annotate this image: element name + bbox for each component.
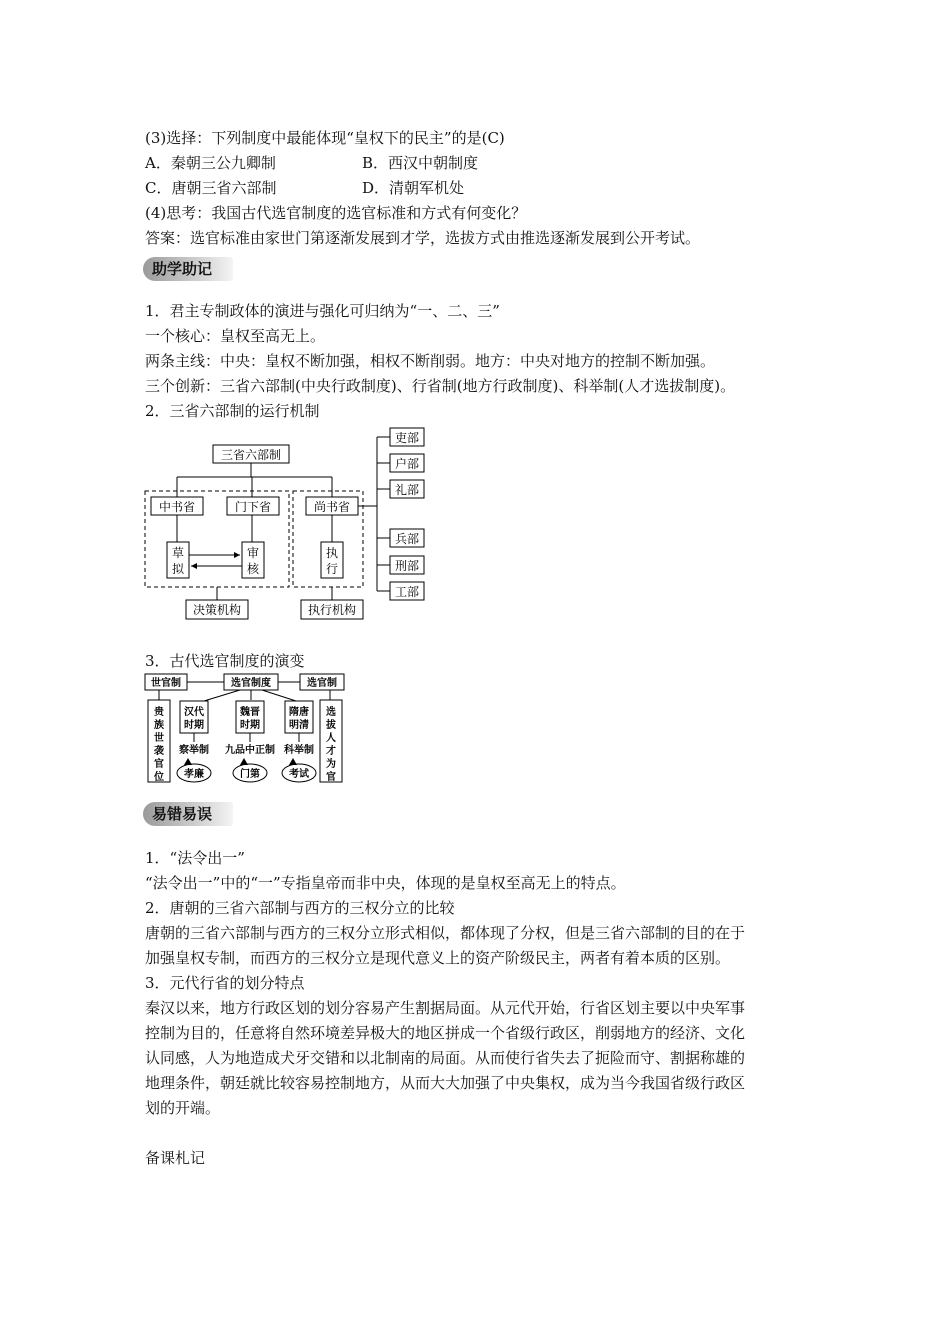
box-hereditary-system: 世官制 xyxy=(151,678,181,689)
errors-para-4: 地理条件，朝廷就比较容易控制地方，从而大大加强了中央集权，成为当今我国省级行政区 xyxy=(145,1074,746,1092)
box-ministry-justice: 刑部 xyxy=(394,559,420,573)
period-weijin-2: 时期 xyxy=(240,720,260,731)
box-three-departments: 三省六部制 xyxy=(220,448,282,462)
three-departments-diagram xyxy=(140,425,440,625)
right-desc-1: 选 xyxy=(326,707,336,718)
errors-para-3: 认同感，人为地造成犬牙交错和以北制南的局面。从而使行省失去了扼险而守、割据称雄的 xyxy=(145,1049,746,1067)
feature-mendi: 门第 xyxy=(240,769,260,780)
left-desc-2: 族 xyxy=(154,720,164,731)
period-suitang-2: 明清 xyxy=(289,720,309,731)
aid-line-5: 2．三省六部制的运行机制 xyxy=(145,402,320,420)
answer-text: 答案：选官标准由家世门第逐渐发展到才学，选拔方式由推选逐渐发展到公开考试。 xyxy=(145,229,701,247)
box-review-2: 核 xyxy=(246,562,260,576)
aid-line-4: 三个创新：三省六部制(中央行政制度)、行省制(地方行政制度)、科举制(人才选拔制度)。 xyxy=(145,377,736,395)
feature-kaoshi: 考试 xyxy=(289,769,309,780)
box-ministry-rites: 礼部 xyxy=(394,483,420,497)
option-d: D．清朝军机处 xyxy=(362,179,465,197)
right-desc-5: 为 xyxy=(326,759,336,770)
errors-line-6: 3．元代行省的划分特点 xyxy=(145,974,305,992)
right-desc-4: 才 xyxy=(326,746,336,757)
aid-line-2: 一个核心：皇权至高无上。 xyxy=(145,327,326,345)
system-jiupin: 九品中正制 xyxy=(225,745,275,756)
box-execution-organ: 执行机构 xyxy=(307,603,357,617)
option-b: B．西汉中朝制度 xyxy=(362,154,479,172)
box-ministry-personnel: 吏部 xyxy=(394,431,420,445)
box-execute-1: 执 xyxy=(325,546,339,560)
period-han-1: 汉代 xyxy=(184,707,204,718)
left-desc-6: 位 xyxy=(154,772,164,783)
box-shangshu: 尚书省 xyxy=(313,500,351,514)
left-desc-1: 贵 xyxy=(154,707,164,718)
box-draft-2: 拟 xyxy=(171,562,185,576)
aid-line-3: 两条主线：中央：皇权不断加强，相权不断削弱。地方：中央对地方的控制不断加强。 xyxy=(145,352,716,370)
section-badge-common-errors: 易错易误 xyxy=(143,802,233,826)
errors-line-1: 1．“法令出一” xyxy=(145,849,245,867)
box-ministry-revenue: 户部 xyxy=(394,457,420,471)
box-zhongshu: 中书省 xyxy=(158,500,196,514)
right-desc-6: 官 xyxy=(326,772,336,783)
aid-line-6: 3．古代选官制度的演变 xyxy=(145,652,305,670)
errors-line-5: 加强皇权专制，而西方的三权分立是现代意义上的资产阶级民主，两者有着本质的区别。 xyxy=(145,949,731,967)
box-ministry-works: 工部 xyxy=(394,585,420,599)
right-desc-2: 拔 xyxy=(326,720,336,731)
system-keju: 科举制 xyxy=(284,745,314,756)
option-a: A．秦朝三公九卿制 xyxy=(145,154,276,172)
aid-line-1: 1．君主专制政体的演进与强化可归纳为“一、二、三” xyxy=(145,302,500,320)
box-selection-by-merit: 选官制 xyxy=(307,678,337,689)
question-3: (3)选择：下列制度中最能体现“皇权下的民主”的是(C) xyxy=(145,129,505,147)
right-desc-3: 人 xyxy=(326,733,336,744)
box-ministry-war: 兵部 xyxy=(394,532,420,546)
box-selection-system: 选官制度 xyxy=(231,678,271,689)
lesson-notes-label: 备课札记 xyxy=(145,1149,206,1167)
errors-para-1: 秦汉以来，地方行政区划的划分容易产生割据局面。从元代开始，行省区划主要以中央军事 xyxy=(145,999,746,1017)
box-draft-1: 草 xyxy=(171,546,185,560)
errors-line-2: “法令出一”中的“一”专指皇帝而非中央，体现的是皇权至高无上的特点。 xyxy=(145,874,626,892)
errors-line-3: 2．唐朝的三省六部制与西方的三权分立的比较 xyxy=(145,899,455,917)
system-chaju: 察举制 xyxy=(179,745,209,756)
period-weijin-1: 魏晋 xyxy=(240,707,260,718)
left-desc-3: 世 xyxy=(154,733,164,744)
left-desc-4: 袭 xyxy=(154,746,164,757)
question-4: (4)思考：我国古代选官制度的选官标准和方式有何变化？ xyxy=(145,204,527,222)
errors-para-5: 划的开端。 xyxy=(145,1099,221,1117)
box-execute-2: 行 xyxy=(325,562,339,576)
feature-xiaolian: 孝廉 xyxy=(184,769,204,780)
errors-line-4: 唐朝的三省六部制与西方的三权分立形式相似，都体现了分权，但是三省六部制的目的在于 xyxy=(145,924,746,942)
period-suitang-1: 隋唐 xyxy=(289,707,309,718)
section-badge-study-aid: 助学助记 xyxy=(143,257,233,281)
left-desc-5: 官 xyxy=(154,759,164,770)
box-menxia: 门下省 xyxy=(234,500,272,514)
official-selection-diagram xyxy=(140,670,355,788)
option-c: C．唐朝三省六部制 xyxy=(145,179,277,197)
period-han-2: 时期 xyxy=(184,720,204,731)
errors-para-2: 控制为目的，任意将自然环境差异极大的地区拼成一个省级行政区，削弱地方的经济、文化 xyxy=(145,1024,746,1042)
box-review-1: 审 xyxy=(246,546,260,560)
box-decision-organ: 决策机构 xyxy=(192,603,242,617)
